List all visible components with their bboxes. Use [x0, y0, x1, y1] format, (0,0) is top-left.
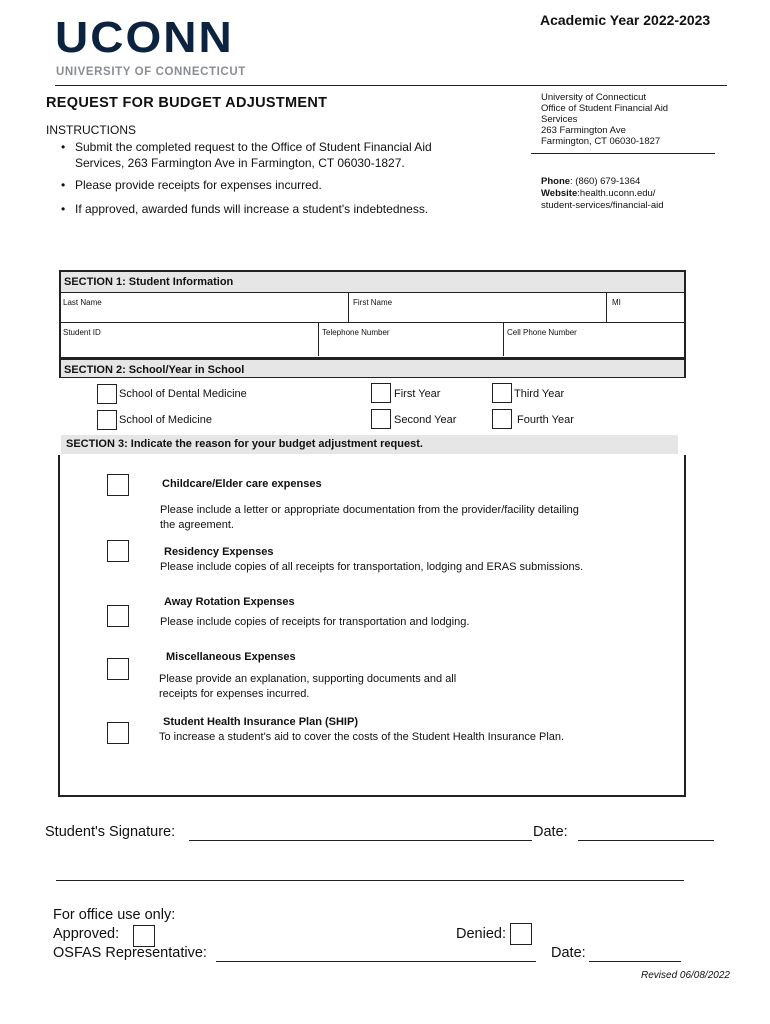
instruction-item: • Please provide receipts for expenses incurred. — [61, 178, 322, 192]
mi-field[interactable]: MI — [612, 298, 621, 307]
section1-title: SECTION 1: Student Information — [61, 272, 684, 292]
medicine-checkbox[interactable] — [97, 410, 117, 430]
residency-desc: Please include copies of all receipts for transportation, lodging and ERAS submissions. — [160, 561, 584, 573]
childcare-title: Childcare/Elder care expenses — [162, 478, 322, 490]
instruction-item-cont: Services, 263 Farmington Ave in Farmington, CT 06030-1827. — [75, 156, 405, 170]
misc-title: Miscellaneous Expenses — [166, 651, 296, 663]
fourth-year-label: Fourth Year — [517, 414, 574, 426]
instructions-heading: INSTRUCTIONS — [46, 123, 136, 137]
approved-label: Approved: — [53, 926, 120, 942]
cell-phone-field[interactable]: Cell Phone Number — [507, 328, 577, 337]
student-signature-line[interactable] — [189, 840, 532, 841]
address-divider — [531, 153, 715, 154]
residency-checkbox[interactable] — [107, 540, 129, 562]
last-name-field[interactable]: Last Name — [63, 298, 102, 307]
section2-title: SECTION 2: School/Year in School — [59, 358, 686, 378]
first-year-label: First Year — [394, 388, 441, 400]
misc-desc: Please provide an explanation, supporting documents and all receipts for expenses incurred. — [159, 673, 457, 700]
first-name-field[interactable]: First Name — [353, 298, 393, 307]
childcare-desc: Please include a letter or appropriate documentation from the provider/facility detailing the agreement. — [160, 504, 579, 531]
office-date-label: Date: — [551, 945, 586, 961]
childcare-checkbox[interactable] — [107, 474, 129, 496]
approved-checkbox[interactable] — [133, 925, 155, 947]
office-contact: Phone: (860) 679-1364 Website:health.uconn.edu/ student-services/financial-aid — [541, 176, 664, 211]
ship-checkbox[interactable] — [107, 722, 129, 744]
office-address: University of Connecticut Office of Student Financial Aid Services 263 Farmington Ave Farmington, CT 06030-1827 — [541, 92, 669, 147]
dental-checkbox[interactable] — [97, 384, 117, 404]
third-year-label: Third Year — [514, 388, 565, 400]
osfas-rep-line[interactable] — [216, 961, 536, 962]
signature-date-label: Date: — [533, 824, 568, 840]
dental-label: School of Dental Medicine — [119, 388, 247, 400]
uconn-logo: UCONN — [55, 12, 234, 62]
student-signature-label: Student's Signature: — [45, 824, 176, 840]
first-year-checkbox[interactable] — [371, 383, 391, 403]
instruction-item: • Submit the completed request to the Office of Student Financial Aid — [61, 140, 432, 154]
signature-date-line[interactable] — [578, 840, 714, 841]
denied-label: Denied: — [456, 926, 506, 942]
misc-checkbox[interactable] — [107, 658, 129, 680]
osfas-rep-label: OSFAS Representative: — [53, 945, 207, 961]
third-year-checkbox[interactable] — [492, 383, 512, 403]
section3-title: SECTION 3: Indicate the reason for your budget adjustment request. — [61, 435, 678, 454]
telephone-field[interactable]: Telephone Number — [322, 328, 390, 337]
header-divider — [55, 85, 727, 86]
second-year-label: Second Year — [394, 414, 457, 426]
residency-title: Residency Expenses — [164, 546, 274, 558]
fourth-year-checkbox[interactable] — [492, 409, 512, 429]
uconn-logo-subtitle: UNIVERSITY OF CONNECTICUT — [56, 66, 246, 78]
away-rotation-desc: Please include copies of receipts for transportation and lodging. — [160, 616, 470, 628]
form-title: REQUEST FOR BUDGET ADJUSTMENT — [46, 95, 328, 111]
instruction-item: • If approved, awarded funds will increase a student's indebtedness. — [61, 202, 429, 216]
denied-checkbox[interactable] — [510, 923, 532, 945]
second-year-checkbox[interactable] — [371, 409, 391, 429]
revised-date: Revised 06/08/2022 — [641, 970, 730, 981]
away-rotation-title: Away Rotation Expenses — [164, 596, 295, 608]
medicine-label: School of Medicine — [119, 414, 212, 426]
away-rotation-checkbox[interactable] — [107, 605, 129, 627]
ship-title: Student Health Insurance Plan (SHIP) — [163, 716, 358, 728]
office-use-heading: For office use only: — [53, 907, 176, 923]
academic-year: Academic Year 2022-2023 — [540, 12, 711, 28]
office-date-line[interactable] — [589, 961, 681, 962]
ship-desc: To increase a student's aid to cover the costs of the Student Health Insurance Plan. — [159, 731, 565, 743]
student-id-field[interactable]: Student ID — [63, 328, 101, 337]
office-divider — [56, 880, 684, 881]
